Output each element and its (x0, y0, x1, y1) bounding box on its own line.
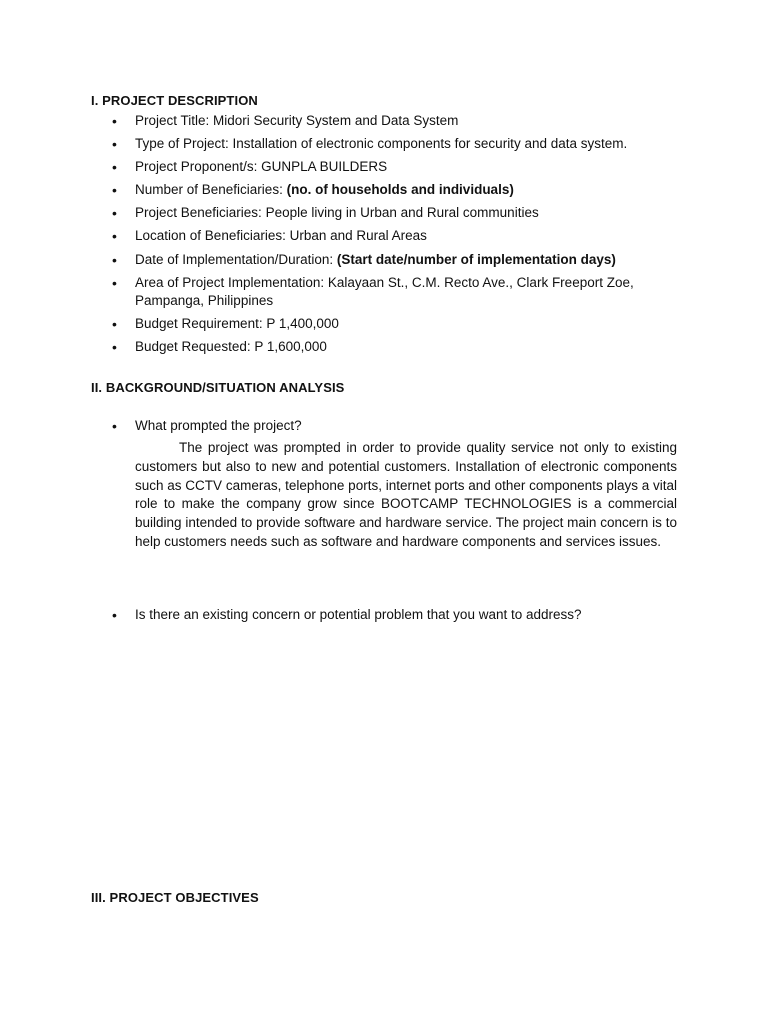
item-value: Kalayaan St., C.M. Recto Ave., Clark Freeport Zoe, Pampanga, Philippines (135, 274, 634, 309)
bullet-icon: • (112, 607, 117, 623)
item-label: Budget Requested: (135, 339, 255, 355)
bullet-icon: • (112, 251, 117, 268)
item-value: (no. of households and individuals) (286, 182, 514, 198)
list-item (91, 274, 691, 311)
item-label: Location of Beneficiaries: (135, 228, 290, 244)
item-label: Number of Beneficiaries: (135, 182, 287, 198)
section-heading-project-objectives: III. PROJECT OBJECTIVES (91, 890, 259, 905)
bullet-icon: • (112, 182, 117, 199)
bullet-icon: • (112, 228, 117, 245)
bullet-icon: • (112, 136, 117, 153)
bullet-icon: • (112, 316, 117, 333)
list-item (91, 251, 691, 270)
section-heading-project-description: I. PROJECT DESCRIPTION (91, 93, 258, 108)
item-value: (Start date/number of implementation days) (336, 251, 616, 267)
item-value: GUNPLA BUILDERS (261, 159, 388, 175)
list-item (91, 181, 691, 200)
bullet-icon: • (112, 418, 117, 434)
item-value: Midori Security System and Data System (213, 113, 459, 128)
background-question-list-2 (91, 606, 691, 629)
item-label: Project Beneficiaries: (135, 205, 266, 221)
question-text: What prompted the project? (135, 418, 302, 433)
list-item (91, 135, 691, 154)
item-label: Area of Project Implementation: (135, 274, 328, 290)
list-item (91, 606, 691, 625)
item-value: P 1,600,000 (254, 339, 327, 355)
bullet-icon: • (112, 339, 117, 356)
item-value: People living in Urban and Rural communities (265, 205, 539, 221)
item-label: Project Title: (135, 113, 214, 128)
list-item (91, 315, 691, 334)
answer-paragraph: The project was prompted in order to provide quality service not only to existing customers but also to new and potential customers. Installation of electronic components such as CCTV cameras, telephone ports, internet ports and other components plays a vital role to make the company grow since BOOTCAMP TECHNOLOGIES is a commercial building intended to provide software and hardware service. The project main concern is to help customers needs such as software and hardware components and services issues. (135, 440, 677, 549)
list-item (91, 227, 691, 246)
item-value: Installation of electronic components for security and data system. (232, 136, 628, 152)
item-label: Type of Project: (135, 136, 233, 152)
list-item (91, 112, 691, 131)
bullet-icon: • (112, 113, 117, 129)
project-description-list (91, 112, 691, 361)
bullet-icon: • (112, 159, 117, 176)
list-item (91, 417, 691, 436)
bullet-icon: • (112, 205, 117, 222)
item-label: Date of Implementation/Duration: (135, 251, 337, 267)
item-label: Project Proponent/s: (135, 159, 262, 175)
list-item (91, 338, 691, 357)
bullet-icon: • (112, 274, 117, 291)
list-item (91, 158, 691, 177)
list-item (91, 204, 691, 223)
background-question-list-1 (91, 417, 691, 440)
section-heading-background: II. BACKGROUND/SITUATION ANALYSIS (91, 380, 345, 395)
item-label: Budget Requirement: (135, 316, 267, 332)
item-value: Urban and Rural Areas (289, 228, 427, 244)
item-value: P 1,400,000 (266, 316, 339, 332)
question-text: Is there an existing concern or potential problem that you want to address? (135, 607, 582, 622)
